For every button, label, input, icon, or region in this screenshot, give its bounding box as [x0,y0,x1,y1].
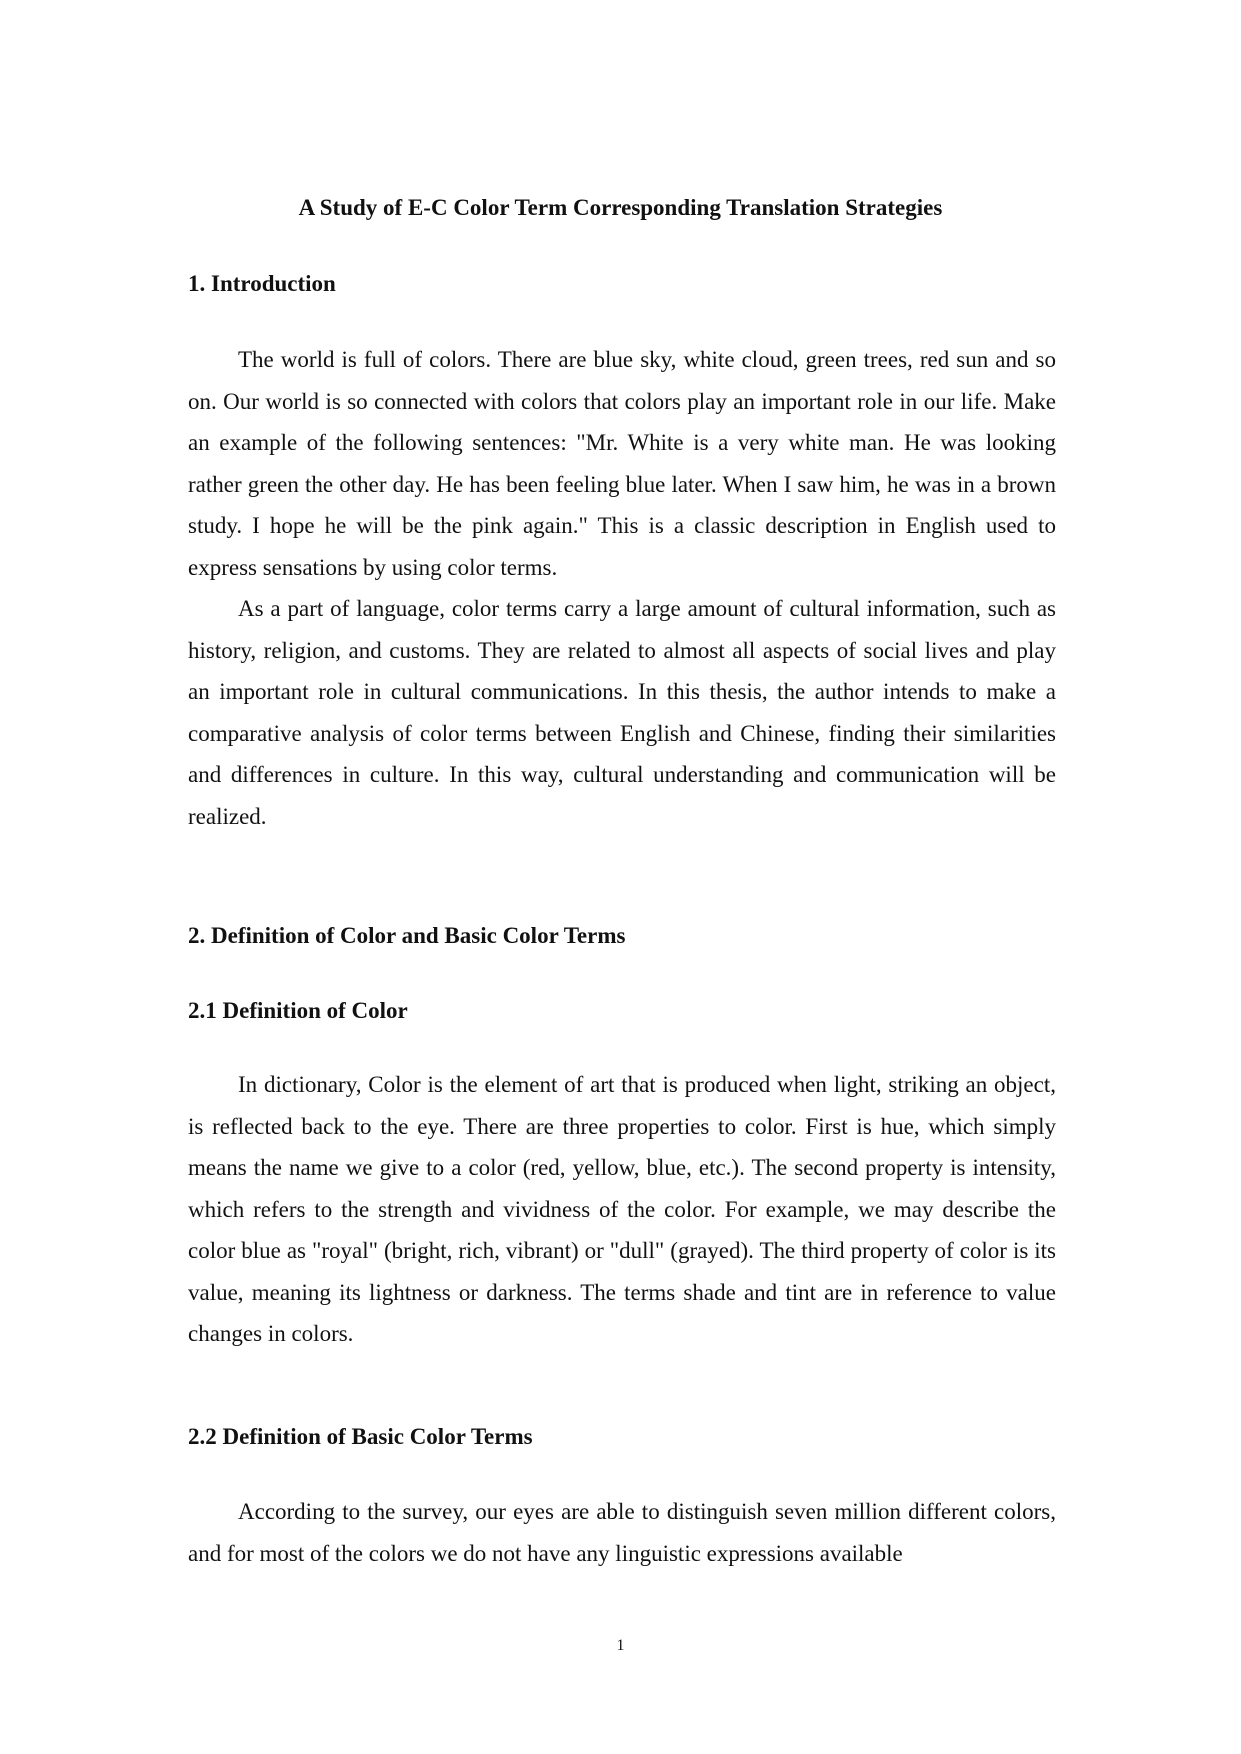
section-heading-definition: 2. Definition of Color and Basic Color Terms [188,923,626,948]
introduction-paragraph-2: As a part of language, color terms carry a large amount of cultural information, such as history, religion, and customs. They are related to almost all aspects of social lives and play an important role in cultural communications. In this thesis, the author intends to make a comparative analysis of color terms between English and Chinese, finding their similarities and differences in culture. In this way, cultural understanding and communication will be realized. [188,596,1056,829]
subsection-heading-definition-of-color: 2.1 Definition of Color [188,998,408,1023]
introduction-paragraph-1: The world is full of colors. There are blue sky, white cloud, green trees, red sun and so on. Our world is so connected with colors that colors play an important role in our life. Make an example of the following sentences: "Mr. White is a very white man. He was looking rather green the other day. He has been feeling blue later. When I saw him, he was in a brown study. I hope he will be the pink again." This is a classic description in English used to express sensations by using color terms. [188,347,1056,580]
definition-of-color-paragraph: In dictionary, Color is the element of art that is produced when light, striking an object, is reflected back to the eye. There are three properties to color. First is hue, which simply means the name we give to a color (red, yellow, blue, etc.). The second property is intensity, which refers to the strength and vividness of the color. For example, we may describe the color blue as "royal" (bright, rich, vibrant) or "dull" (grayed). The third property of color is its value, meaning its lightness or darkness. The terms shade and tint are in reference to value changes in colors. [188,1072,1056,1346]
subsection-heading-basic-color-terms: 2.2 Definition of Basic Color Terms [188,1424,533,1449]
basic-color-terms-paragraph: According to the survey, our eyes are able to distinguish seven million different colors, and for most of the colors we do not have any linguistic expressions available [188,1499,1056,1566]
page-number: 1 [616,1637,625,1654]
section-heading-introduction: 1. Introduction [188,271,336,296]
document-title: A Study of E-C Color Term Corresponding Translation Strategies [298,195,943,220]
